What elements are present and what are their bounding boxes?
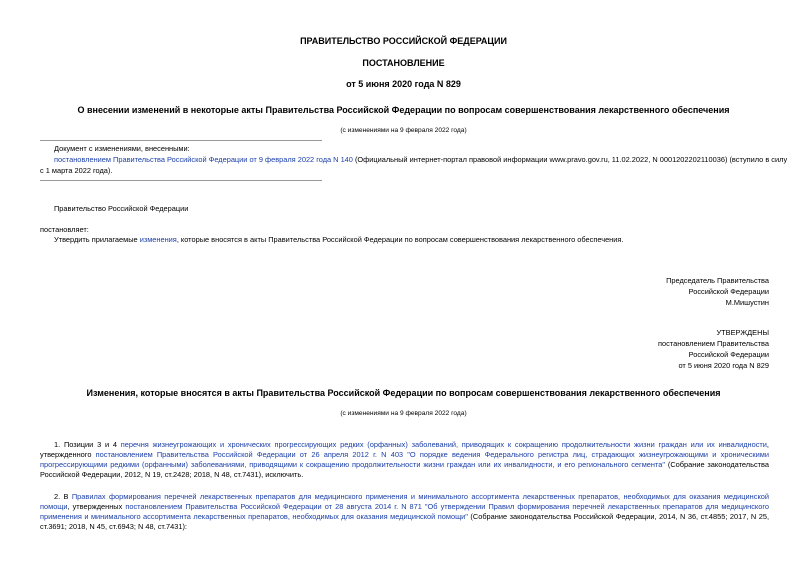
government-label: Правительство Российской Федерации <box>54 204 189 213</box>
signature-name: М.Мишустин <box>725 298 769 307</box>
approval-heading: УТВЕРЖДЕНЫ <box>716 328 769 337</box>
changes-source: (Официальный интернет-портал правовой информации www.pravo.gov.ru, 11.02.2022, N 0001202202110036) (вступило в силу <box>352 155 788 164</box>
decree-871-link[interactable]: постановлением Правительства Российской Федерации от 28 августа 2014 г. N 871 "Об утверждении Правил формирования перечней лекарственных препаратов для медицинского применения и минимального ассортимента лекарственных препаратов, необходимых для оказания медицинской помощи" <box>40 502 769 521</box>
signature-title: Председатель Правительства <box>666 276 769 285</box>
item2-mid: , утвержденных <box>67 502 126 511</box>
government-heading: ПРАВИТЕЛЬСТВО РОССИЙСКОЙ ФЕДЕРАЦИИ <box>300 36 507 46</box>
decree-403-link[interactable]: постановлением Правительства Российской Федерации от 26 апреля 2012 г. N 403 "О порядке ведения Федерального регистра лиц, страдающих жизнеугрожающими и хроническими прогрессирующими редкими (орфанными) заболеваниями, приводящими к сокращению продолжительности жизни граждан или их инвалидности, и его регионального сегмента" <box>40 450 769 469</box>
document-title: О внесении изменений в некоторые акты Правительства Российской Федерации по вопросам совершенствования лекарственного обеспечения <box>77 105 730 115</box>
changes-line <box>54 155 788 165</box>
approve-pre: Утвердить прилагаемые <box>54 235 140 244</box>
changes-top-rule <box>40 140 322 141</box>
document-date-number: от 5 июня 2020 года N 829 <box>346 79 461 89</box>
approval-line4: от 5 июня 2020 года N 829 <box>678 361 769 370</box>
item2-pre: 2. В <box>54 492 72 501</box>
document-type: ПОСТАНОВЛЕНИЕ <box>362 58 445 68</box>
appendix-revision-note: (с изменениями на 9 февраля 2022 года) <box>340 410 467 417</box>
orphan-diseases-list-link[interactable]: перечня жизнеугрожающих и хронических прогрессирующих редких (орфанных) заболеваний, приводящих к сокращению продолжительности жизни граждан или их инвалидности <box>120 440 767 449</box>
item1-post: (Собрание законодательства Российской Федерации, 2012, N 19, ст.2428; 2018, N 48, ст.7431), исключить. <box>40 460 769 479</box>
changes-bottom-rule <box>40 180 322 181</box>
changes-effective: с 1 марта 2022 года). <box>40 166 113 175</box>
changes-link[interactable]: изменения <box>139 235 177 244</box>
approval-line3: Российской Федерации <box>688 350 769 359</box>
amending-decree-link[interactable]: постановлением Правительства Российской Федерации от 9 февраля 2022 года N 140 <box>54 155 353 164</box>
approve-post: , которые вносятся в акты Правительства Российской Федерации по вопросам совершенствования лекарственного обеспечения. <box>176 235 624 244</box>
appendix-item-2 <box>40 492 769 532</box>
decrees-label: постановляет: <box>40 225 89 234</box>
rules-link[interactable]: Правилах формирования перечней лекарственных препаратов для медицинского применения и минимального ассортимента лекарственных препаратов, необходимых для оказания медицинской помощи <box>40 492 770 511</box>
item2-post: (Собрание законодательства Российской Федерации, 2014, N 36, ст.4855; 2017, N 25, ст.3691; 2018, N 45, ст.6943; N 48, ст.7431): <box>40 512 769 531</box>
item1-pre: 1. Позиции 3 и 4 <box>54 440 121 449</box>
changes-intro: Документ с изменениями, внесенными: <box>54 144 190 153</box>
revision-note: (с изменениями на 9 февраля 2022 года) <box>340 127 467 134</box>
approve-paragraph <box>54 235 623 245</box>
appendix-title: Изменения, которые вносятся в акты Правительства Российской Федерации по вопросам совершенствования лекарственного обеспечения <box>86 388 721 398</box>
approval-line2: постановлением Правительства <box>658 339 769 348</box>
signature-country: Российской Федерации <box>688 287 769 296</box>
item1-mid: , утвержденного <box>40 440 769 459</box>
appendix-item-1 <box>40 440 769 480</box>
